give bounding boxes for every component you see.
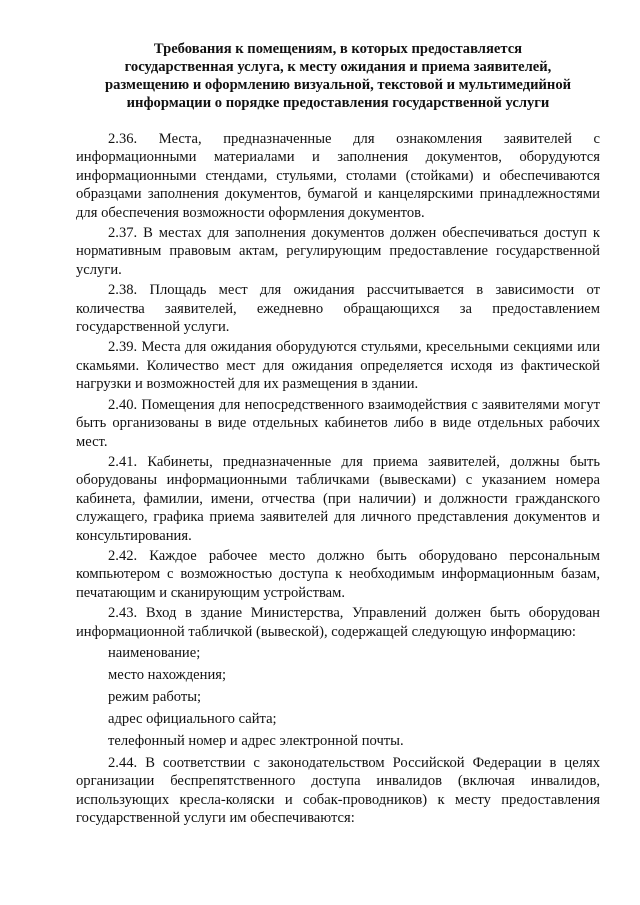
- paragraph-2-40: 2.40. Помещения для непосредственного взаимодействия с заявителями могут быть организованы в виде отдельных кабинетов либо в виде отдельных рабочих мест.: [76, 396, 600, 450]
- list-item: место нахождения;: [108, 666, 227, 683]
- list-item: телефонный номер и адрес электронной почты.: [108, 732, 404, 749]
- paragraph-2-43: 2.43. Вход в здание Министерства, Управлений должен быть оборудован информационной табличкой (вывеской), содержащей следующую информацию:: [76, 605, 600, 640]
- paragraph-2-42: 2.42. Каждое рабочее место должно быть оборудовано персональным компьютером с возможностью доступа к необходимым информационным базам, печатающим и сканирующим устройствам.: [76, 547, 600, 601]
- list-item: наименование;: [108, 644, 201, 661]
- section-title: [76, 40, 600, 112]
- section-title-line: государственная услуга, к месту ожидания и приема заявителей,: [124, 59, 552, 75]
- section-title-line: размещению и оформлению визуальной, текстовой и мультимедийной: [104, 77, 572, 93]
- paragraph-2-44: 2.44. В соответствии с законодательством Российской Федерации в целях организации беспрепятственного доступа инвалидов (включая инвалидов, использующих кресла-коляски и собак-проводников) к месту предоставления государственной услуги им обеспечиваются:: [76, 754, 600, 827]
- paragraph-2-36: 2.36. Места, предназначенные для ознакомления заявителей с информационными материалами и заполнения документов, оборудуются информационными стендами, стульями, столами (стойками) и обеспечиваются образцами заполнения документов, бумагой и канцелярскими принадлежностями для обеспечения возможности оформления документов.: [76, 131, 600, 221]
- list-item: режим работы;: [108, 688, 202, 705]
- paragraph-2-37: 2.37. В местах для заполнения документов должен обеспечиваться доступ к нормативным правовым актам, регулирующим предоставление государственной услуги.: [76, 225, 600, 278]
- paragraph-2-38: 2.38. Площадь мест для ожидания рассчитывается в зависимости от количества заявителей, ежедневно обращающихся за предоставлением государственной услуги.: [76, 282, 600, 336]
- information-list: [76, 644, 600, 750]
- section-title-line: информации о порядке предоставления государственной услуги: [126, 95, 550, 111]
- list-item: адрес официального сайта;: [108, 710, 277, 727]
- document-page: [76, 40, 600, 830]
- paragraph-2-41: 2.41. Кабинеты, предназначенные для приема заявителей, должны быть оборудованы информационными табличками (вывесками) с указанием номера кабинета, фамилии, имени, отчества (при наличии) и должности гражданского служащего, графика приема заявителей для личного представления документов и консультирования.: [76, 453, 600, 544]
- paragraph-2-39: 2.39. Места для ожидания оборудуются стульями, кресельными секциями или скамьями. Количество мест для ожидания определяется исходя из фактической нагрузки и возможностей для их размещения в здании.: [76, 339, 600, 393]
- section-title-line: Требования к помещениям, в которых предоставляется: [153, 41, 523, 57]
